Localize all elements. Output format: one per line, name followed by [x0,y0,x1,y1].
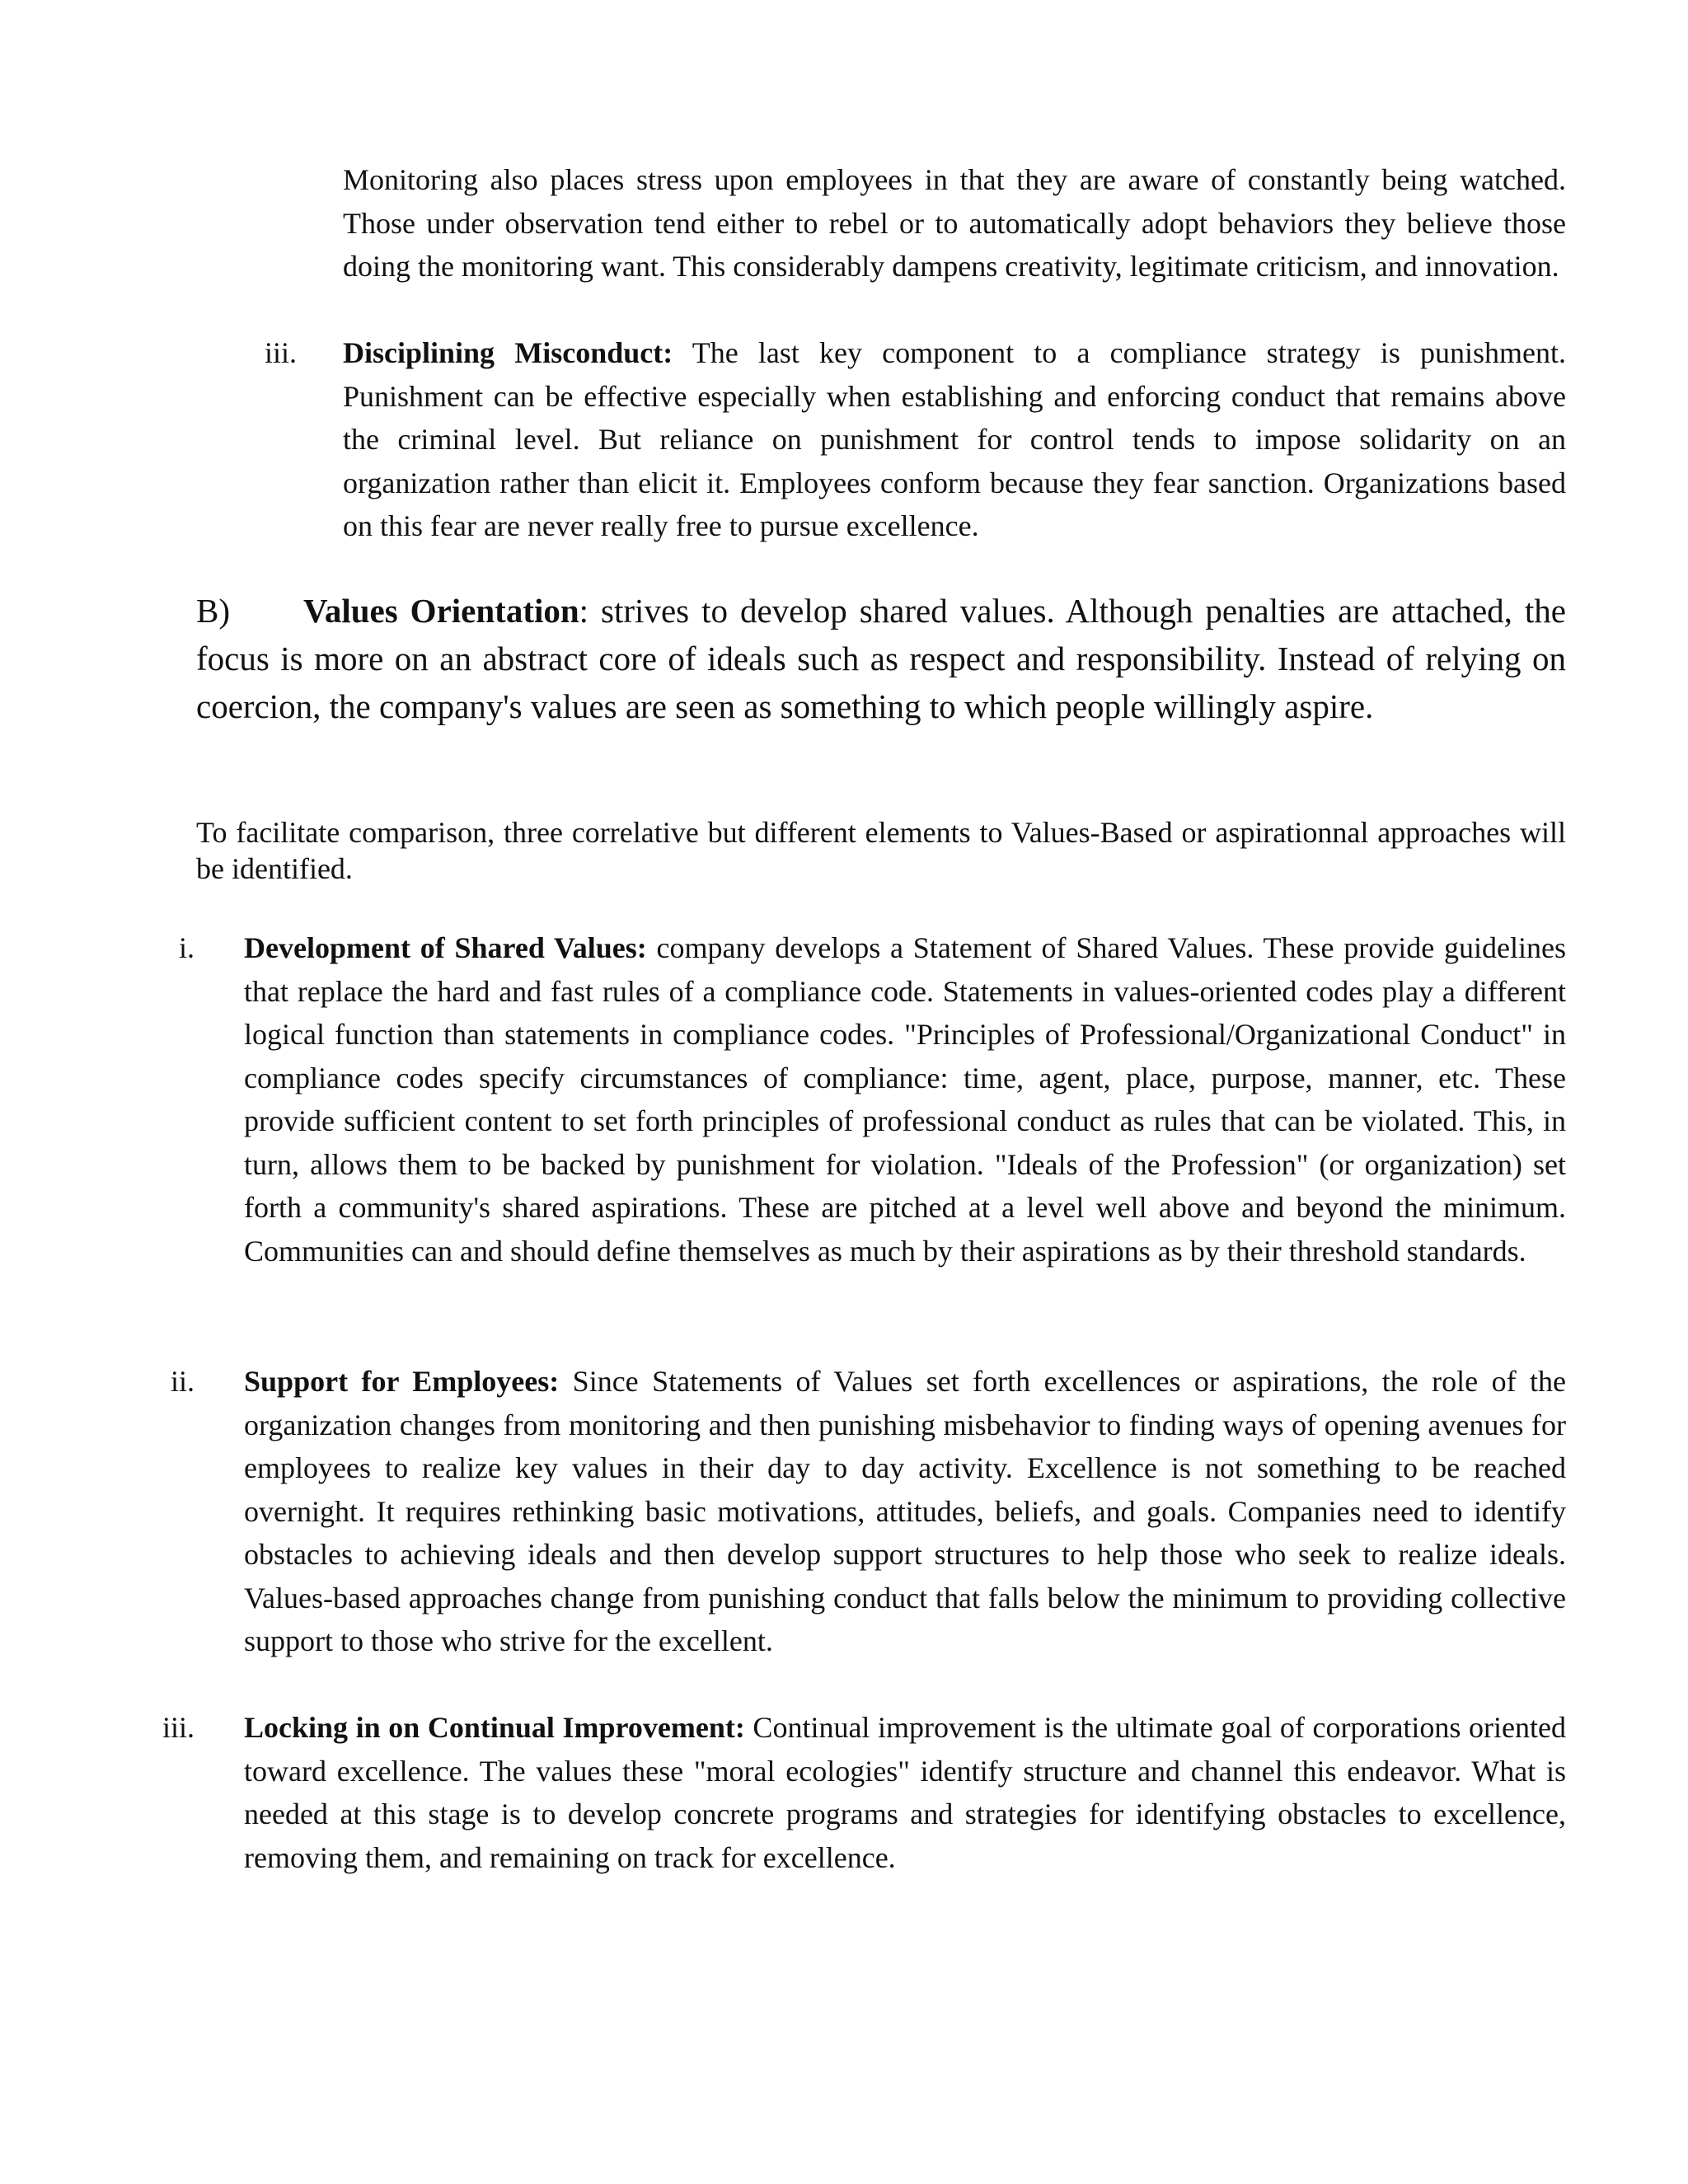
development-of-shared-values-item [244,926,1566,1272]
development-of-shared-values-text: company develops a Statement of Shared Values. These provide guidelines that replace the hard and fast rules of a compliance code. Statements in values-oriented codes play a different logical function than statements in compliance codes. "Principles of Professional/Organizational Conduct" in compliance codes specify circumstances of compliance: time, agent, place, purpose, manner, etc. These provide sufficient content to set forth principles of professional conduct as rules that can be violated. This, in turn, allows them to be backed by punishment for violation. "Ideals of the Profession" (or organization) set forth a community's shared aspirations. These are pitched at a level well above and beyond the minimum. Communities can and should define themselves as much by their aspirations as by their threshold standards. [244,931,1567,1268]
continual-improvement-text: Continual improvement is the ultimate goal of corporations oriented toward excellence. The values these "moral ecologies" identify structure and channel this endeavor. What is needed at this stage is to develop concrete programs and strategies for identifying obstacles to excellence, removing them, and remaining on track for excellence. [244,1711,1566,1874]
disciplining-misconduct-text: The last key component to a compliance strategy is punishment. Punishment can be effective especially when establishing and enforcing conduct that remains above the criminal level. But reliance on punishment for control tends to impose solidarity on an organization rather than elicit it. Employees conform because they fear sanction. Organizations based on this fear are never really free to pursue excellence. [343,336,1566,542]
continual-improvement-title: Locking in on Continual Improvement: [244,1711,745,1744]
support-for-employees-item [244,1360,1566,1663]
list-marker-ii: ii. [170,1365,195,1398]
values-orientation-paragraph [196,587,1566,730]
disciplining-misconduct-item [343,331,1566,548]
values-orientation-title: Values Orientation [303,592,579,630]
continual-improvement-item [244,1706,1566,1879]
disciplining-misconduct-title: Disciplining Misconduct: [343,336,673,369]
values-orientation-text: : strives to develop shared values. Although penalties are attached, the focus is more on an abstract core of ideals such as respect and responsibility. Instead of relying on coercion, the company's values are seen as something to which people willingly aspire. [196,592,1567,725]
development-of-shared-values-title: Development of Shared Values: [244,931,647,964]
support-for-employees-title: Support for Employees: [244,1365,560,1398]
list-marker-iii-compliance: iii. [264,336,297,369]
monitoring-paragraph: Monitoring also places stress upon employees in that they are aware of constantly being watched. Those under observation tend either to rebel or to automatically adopt behaviors they believe those doing the monitoring want. This considerably dampens creativity, legitimate criticism, and innovation. [343,163,1566,283]
list-marker-i: i. [178,931,195,964]
list-marker-iii: iii. [162,1711,195,1744]
support-for-employees-text: Since Statements of Values set forth excellences or aspirations, the role of the organization changes from monitoring and then punishing misbehavior to finding ways of opening avenues for employees to realize key values in their day to day activity. Excellence is not something to be reached overnight. It requires rethinking basic motivations, attitudes, beliefs, and goals. Companies need to identify obstacles to achieving ideals and then develop support structures to help those who seek to realize ideals. Values-based approaches change from punishing conduct that falls below the minimum to providing collective support to those who strive for the excellent. [244,1365,1566,1657]
intro-paragraph: To facilitate comparison, three correlative but different elements to Values-Based or aspirationnal approaches will be identified. [196,816,1566,885]
section-b-label: B) [196,592,230,630]
